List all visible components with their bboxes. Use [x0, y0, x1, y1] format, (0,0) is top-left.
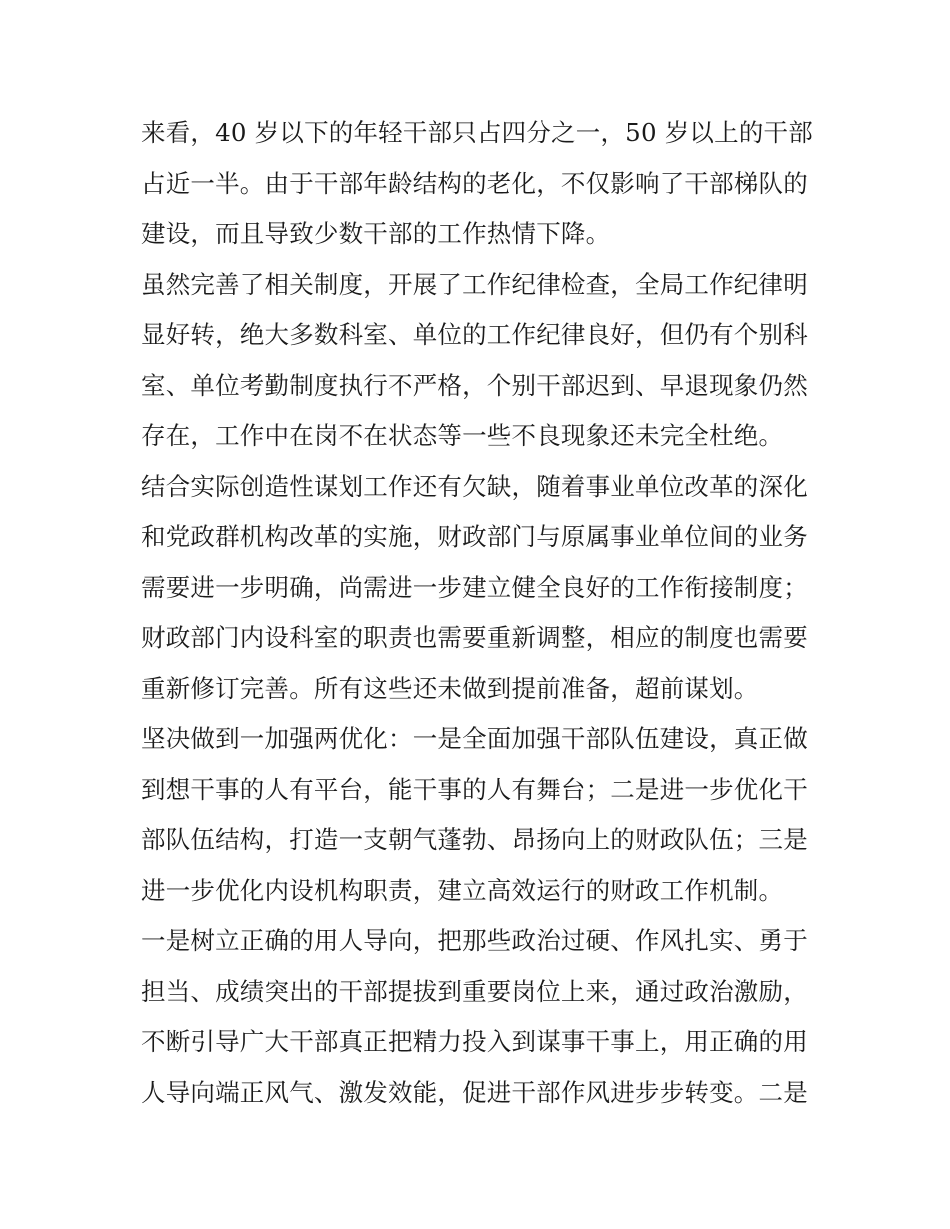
text-line: 财政部门内设科室的职责也需要重新调整，相应的制度也需要 [141, 623, 808, 652]
text-line: 需要进一步明确，尚需进一步建立健全良好的工作衔接制度； [141, 572, 808, 602]
document-body [141, 108, 813, 1118]
text-line: 虽然完善了相关制度，开展了工作纪律检查，全局工作纪律明 [141, 269, 808, 299]
text-line: 室、单位考勤制度执行不严格，个别干部迟到、早退现象仍然 [141, 370, 808, 400]
text-line: 进一步优化内设机构职责，建立高效运行的财政工作机制。 [141, 875, 784, 905]
text-line: 建设，而且导致少数干部的工作热情下降。 [141, 219, 611, 248]
text-line: 担当、成绩突出的干部提拔到重要岗位上来，通过政治激励， [141, 976, 808, 1006]
text-line: 不断引导广大干部真正把精力投入到谋事干事上，用正确的用 [141, 1027, 808, 1056]
text-line: 重新修订完善。所有这些还未做到提前准备，超前谋划。 [141, 673, 759, 703]
text-line: 坚决做到一加强两优化：一是全面加强干部队伍建设，真正做 [141, 724, 808, 753]
text-line: 显好转，绝大多数科室、单位的工作纪律良好，但仍有个别科 [141, 320, 808, 349]
text-line: 占近一半。由于干部年龄结构的老化，不仅影响了干部梯队的 [141, 168, 808, 198]
text-line: 到想干事的人有平台，能干事的人有舞台；二是进一步优化干 [141, 774, 808, 804]
text-line: 一是树立正确的用人导向，把那些政治过硬、作风扎实、勇于 [141, 926, 808, 955]
text-line: 存在，工作中在岗不在状态等一些不良现象还未完全杜绝。 [141, 421, 784, 450]
text-line: 和党政群机构改革的实施，财政部门与原属事业单位间的业务 [141, 522, 808, 551]
text-line: 结合实际创造性谋划工作还有欠缺，随着事业单位改革的深化 [141, 471, 808, 501]
text-line: 部队伍结构，打造一支朝气蓬勃、昂扬向上的财政队伍；三是 [141, 825, 808, 854]
text-line: 人导向端正风气、激发效能，促进干部作风进步步转变。二是 [141, 1077, 808, 1107]
text-line: 来看，40 岁以下的年轻干部只占四分之一，50 岁以上的干部 [141, 118, 813, 147]
